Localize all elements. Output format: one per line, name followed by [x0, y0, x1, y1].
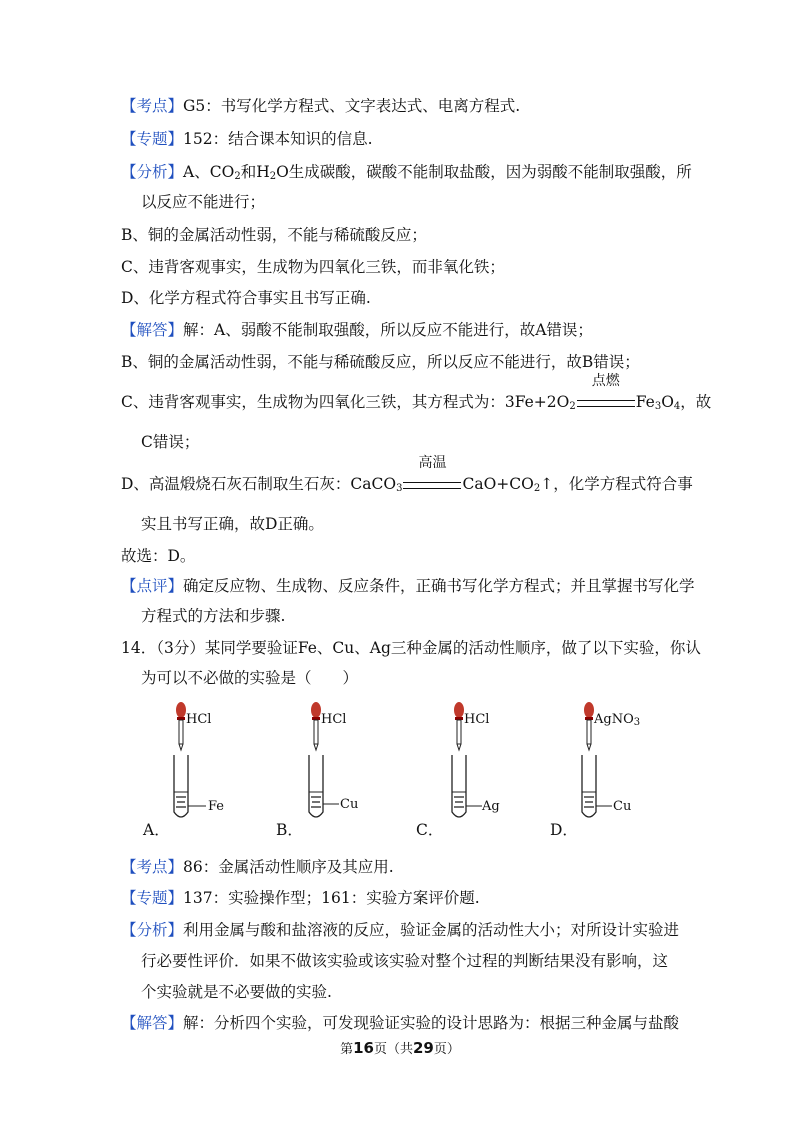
fenxi-a-cont: 以反应不能进行； — [141, 193, 266, 211]
reagent-d: AgNO$_3$ — [594, 712, 641, 728]
option-b: B． — [276, 821, 303, 839]
jieda2-tag: 【解答】 — [121, 1014, 184, 1032]
kaodian-tag: 【考点】 — [121, 97, 184, 115]
jieda-c-pre: C、违背客观事实，生成物为四氧化三铁，其方程式为：3Fe+2O — [121, 393, 570, 411]
reagent-c: HCl — [464, 712, 490, 727]
dianping-1: 确定反应物、生成物、反应条件，正确书写化学方程式；并且掌握书写化学 — [183, 577, 695, 595]
current-page: 16 — [353, 1039, 374, 1057]
jieda-c-o: O — [661, 393, 674, 411]
jieda-d-cao: CaO+CO — [462, 475, 534, 493]
fenxi-a-mid: 和H — [240, 163, 270, 181]
metal-c: Ag — [482, 799, 500, 814]
reaction-arrow-heat — [403, 455, 461, 494]
jieda-a: 解：A、弱酸不能制取强酸，所以反应不能进行，故A错误； — [183, 321, 593, 339]
jieda2-text: 解：分析四个实验，可发现验证实验的设计思路为：根据三种金属与盐酸 — [183, 1014, 680, 1032]
fenxi2-line-1 — [121, 920, 800, 940]
zhuanti-tag: 【专题】 — [121, 130, 184, 148]
reagent-b: HCl — [321, 712, 347, 727]
dianping-tag: 【点评】 — [121, 577, 184, 595]
zhuanti-text: 152：结合课本知识的信息. — [183, 130, 373, 148]
jieda-c-cont: C错误； — [141, 433, 200, 451]
fenxi2-tag: 【分析】 — [121, 921, 184, 939]
fenxi2-2: 行必要性评价．如果不做该实验或该实验对整个过程的判断结果没有影响，这 — [141, 952, 669, 970]
kaodian2-tag: 【考点】 — [121, 858, 184, 876]
condition-heat: 高温 — [418, 455, 447, 471]
zhuanti2-line — [121, 888, 800, 908]
jieda-d: D、高温煅烧石灰石制取生石灰：CaCO$_3$ 高温 $CaO+CO_2↑$，化学方程式符合事 — [121, 455, 693, 494]
page-footer: 第16页（共29页） — [340, 1039, 460, 1057]
option-d: D． — [550, 821, 578, 839]
fenxi-tag: 【分析】 — [121, 163, 184, 181]
jieda-d-cont: 实且书写正确，故D正确。 — [141, 515, 324, 533]
jieda-line-a — [121, 320, 800, 340]
jieda-d-pre: D、高温煅烧石灰石制取生石灰：CaCO — [121, 475, 397, 493]
question-14-line-2: 为可以不必做的实验是（ ） — [141, 669, 359, 687]
kaodian2-line — [121, 857, 800, 877]
option-a: A． — [143, 821, 170, 839]
fenxi-a-post: O生成碳酸，碳酸不能制取盐酸，因为弱酸不能制取强酸，所 — [276, 163, 692, 181]
metal-d: Cu — [613, 799, 632, 814]
metal-b: Cu — [340, 797, 359, 812]
option-c: C． — [416, 821, 444, 839]
jieda-b: B、铜的金属活动性弱，不能与稀硫酸反应，所以反应不能进行，故B错误； — [121, 353, 640, 371]
jieda-c: C、违背客观事实，生成物为四氧化三铁，其方程式为：$3Fe+2O_2$ 点燃 $Fe_3O_4$，故 — [121, 373, 712, 412]
dianping-line-1 — [121, 576, 800, 596]
zhuanti2-text: 137：实验操作型；161：实验方案评价题. — [183, 889, 480, 907]
fenxi-d: D、化学方程式符合事实且书写正确. — [121, 289, 371, 307]
dianping-2: 方程式的方法和步骤. — [141, 607, 286, 625]
fenxi2-1: 利用金属与酸和盐溶液的反应，验证金属的活动性大小；对所设计实验进 — [183, 921, 680, 939]
metal-a: Fe — [208, 799, 225, 814]
reaction-arrow-ignite — [577, 373, 635, 412]
fenxi-line-a: 【分析】A、$CO_2$和$H_2O$生成碳酸，碳酸不能制取盐酸，因为弱酸不能制取强酸，所 — [121, 163, 692, 182]
jieda-c-tail: ，故 — [680, 393, 712, 411]
jieda-d-tail: ↑，化学方程式符合事 — [540, 475, 693, 493]
condition-ignite: 点燃 — [591, 373, 620, 389]
kaodian-line — [121, 96, 800, 116]
question-14-line-1: 14．（3分）某同学要验证Fe、Cu、Ag三种金属的活动性顺序，做了以下实验，你认 — [121, 639, 701, 657]
kaodian2-text: 86：金属活动性顺序及其应用. — [183, 858, 394, 876]
jieda-c-fe: Fe — [635, 393, 655, 411]
total-pages: 29 — [413, 1039, 434, 1057]
reagent-a: HCl — [186, 712, 212, 727]
kaodian-text: G5：书写化学方程式、文字表达式、电离方程式. — [183, 97, 521, 115]
jieda2-line — [121, 1013, 800, 1033]
zhuanti2-tag: 【专题】 — [121, 889, 184, 907]
guxuan: 故选：D。 — [121, 547, 196, 565]
zhuanti-line — [121, 129, 800, 149]
fenxi-a-pre: A、CO — [183, 163, 235, 181]
jieda-tag: 【解答】 — [121, 321, 184, 339]
fenxi2-3: 个实验就是不必要做的实验. — [141, 983, 332, 1001]
fenxi-c: C、违背客观事实，生成物为四氧化三铁，而非氧化铁； — [121, 258, 505, 276]
fenxi-b: B、铜的金属活动性弱，不能与稀硫酸反应； — [121, 226, 427, 244]
